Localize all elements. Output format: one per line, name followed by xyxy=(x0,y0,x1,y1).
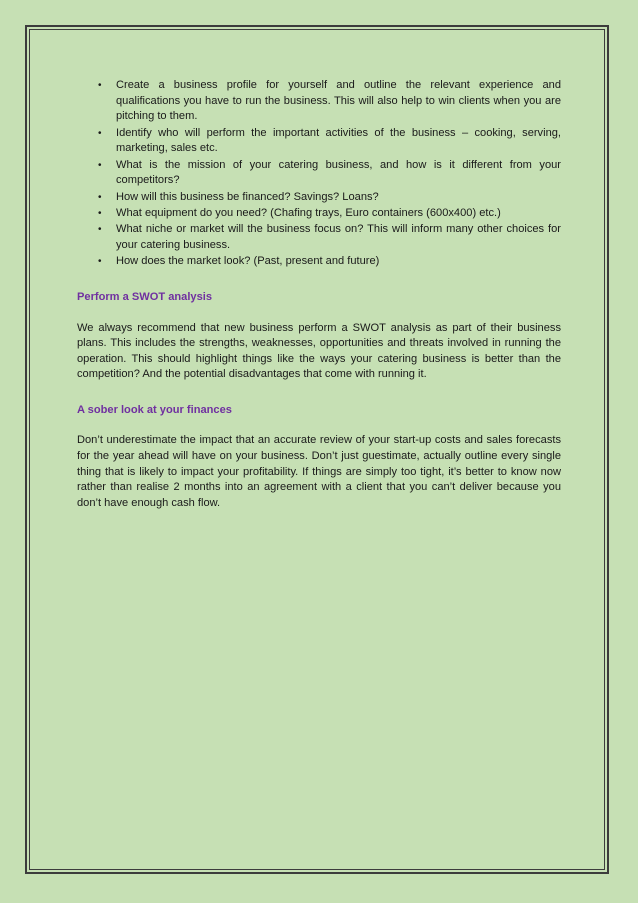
list-item xyxy=(77,222,561,253)
bullet-icon: • xyxy=(98,191,102,203)
section-paragraph-finances: Don’t underestimate the impact that an accurate review of your start-up costs and sales forecasts for the year ahead will have on your business. Don’t just guestimate, actually outline every single thing that is likely to impact your profitability. If things are simply too tight, it’s better to know now rather than realise 2 months into an agreement with a client that you can’t deliver because you don’t have enough cash flow. xyxy=(77,434,561,509)
list-item-text: Create a business profile for yourself and outline the relevant experience and qualifications you have to run the business. This will also help to win clients when you are pitching to them. xyxy=(116,79,561,123)
list-item xyxy=(77,206,561,222)
bullet-icon: • xyxy=(98,224,102,236)
bullet-icon: • xyxy=(98,80,102,91)
section-paragraph-swot: We always recommend that new business perform a SWOT analysis as part of their business plans. This includes the strengths, weaknesses, opportunities and threats involved in running the operation. This should highlight things like the ways your catering business is better than the competition? And the potential disadvantages that come with running it. xyxy=(77,321,561,381)
list-item xyxy=(77,158,561,189)
list-item-text: How does the market look? (Past, present and future) xyxy=(116,255,380,268)
bullet-icon: • xyxy=(98,127,102,139)
list-item-text: Identify who will perform the important activities of the business – cooking, serving, marketing, sales etc. xyxy=(116,126,561,155)
bullet-icon: • xyxy=(98,159,102,171)
list-item-text: What niche or market will the business focus on? This will inform many other choices for your catering business. xyxy=(116,223,561,251)
bullet-list xyxy=(77,78,561,270)
list-item xyxy=(77,126,561,157)
bullet-icon: • xyxy=(98,207,102,219)
document-body xyxy=(77,78,561,511)
section-heading-finances: A sober look at your finances xyxy=(77,403,232,416)
list-item xyxy=(77,78,561,125)
list-item-text: What is the mission of your catering business, and how is it different from your competitors? xyxy=(116,158,561,187)
bullet-icon: • xyxy=(98,256,102,268)
list-item-text: What equipment do you need? (Chafing trays, Euro containers (600x400) etc.) xyxy=(116,206,501,219)
section-heading-swot: Perform a SWOT analysis xyxy=(77,290,213,303)
list-item-text: How will this business be financed? Savings? Loans? xyxy=(116,190,379,203)
list-item xyxy=(77,254,561,270)
list-item xyxy=(77,190,561,206)
